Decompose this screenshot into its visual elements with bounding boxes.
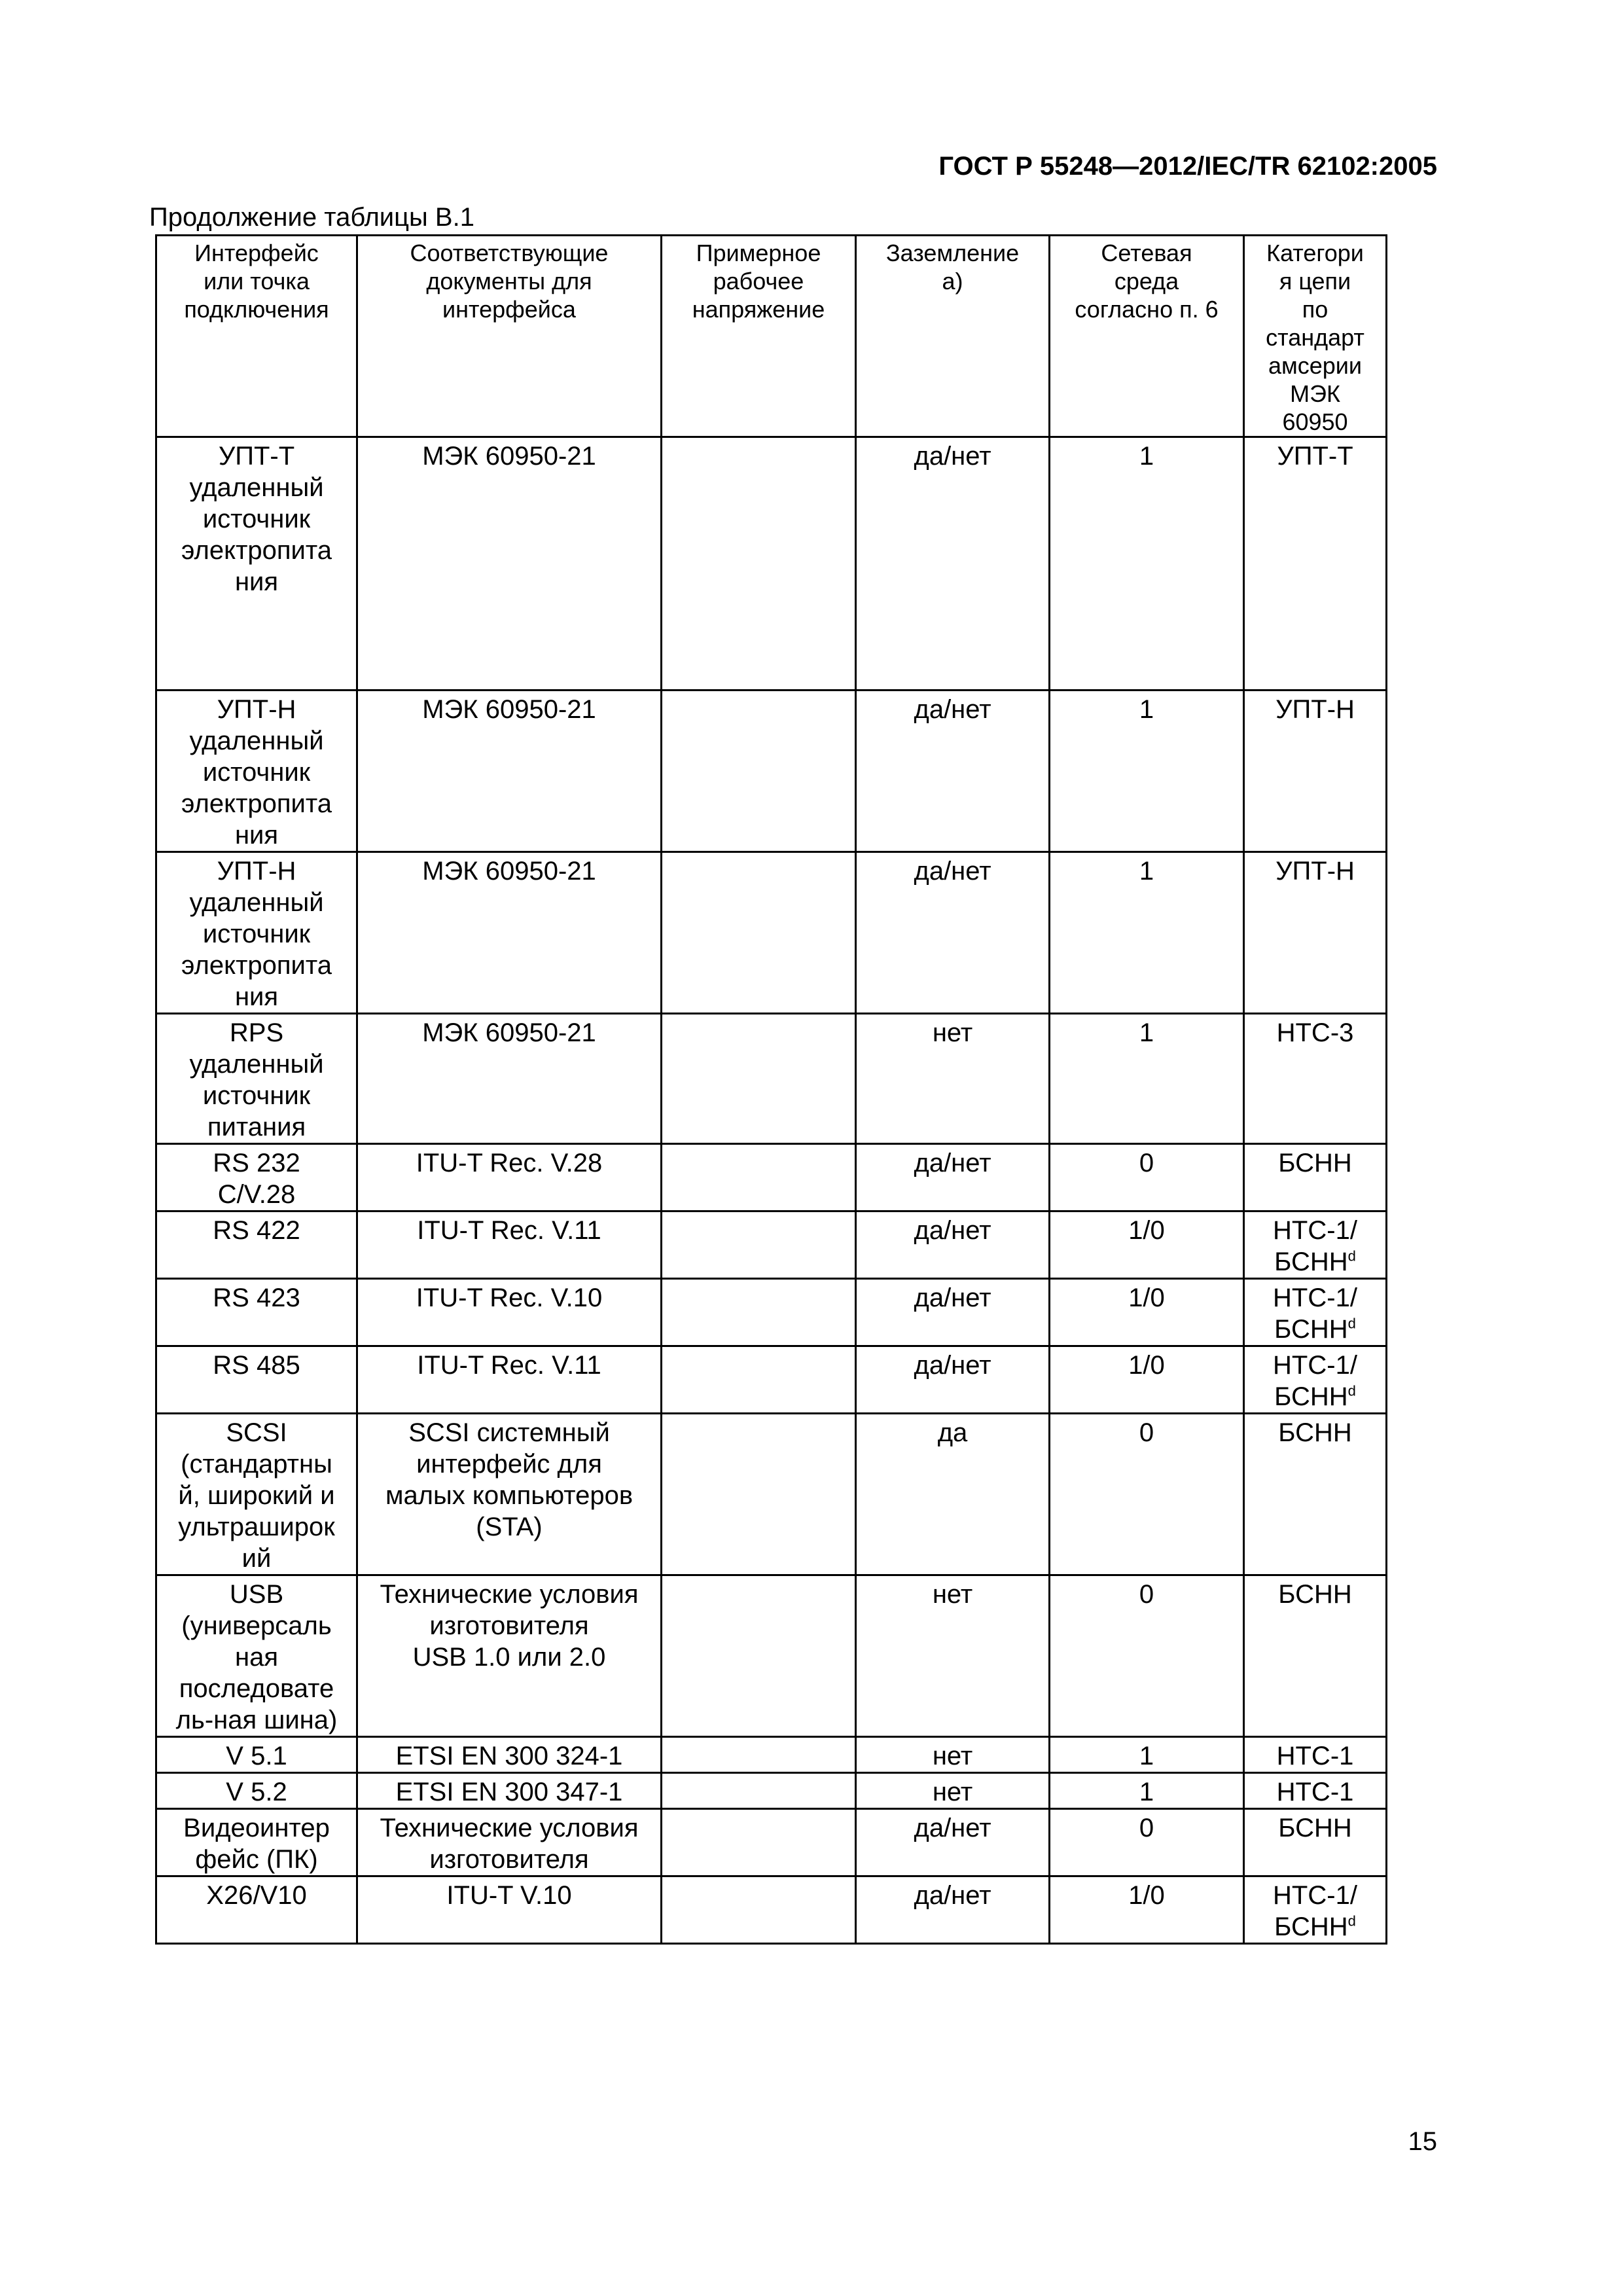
category-cell: НТС-3 — [1244, 1014, 1387, 1144]
voltage-cell — [662, 1211, 856, 1279]
category-cell: УПТ-Н — [1244, 852, 1387, 1014]
interface-cell: RPS удаленный источник питания — [156, 1014, 357, 1144]
interface-cell: RS 232 C/V.28 — [156, 1144, 357, 1211]
interface-cell: SCSI (стандартны й, широкий и ультраширок ий — [156, 1414, 357, 1575]
documents-cell: ITU-T Rec. V.11 — [357, 1346, 662, 1414]
voltage-cell — [662, 691, 856, 852]
table-row — [156, 1737, 1387, 1773]
table-header-row — [156, 236, 1387, 437]
voltage-cell — [662, 1575, 856, 1737]
documents-cell: ETSI EN 300 324-1 — [357, 1737, 662, 1773]
table-row — [156, 1575, 1387, 1737]
category-cell: УПТ-Н — [1244, 691, 1387, 852]
interface-cell: USB (универсаль ная последовате ль-ная шина) — [156, 1575, 357, 1737]
documents-cell: ITU-T Rec. V.28 — [357, 1144, 662, 1211]
standard-header: ГОСТ Р 55248—2012/IEC/TR 62102:2005 — [938, 152, 1437, 181]
table-row — [156, 1876, 1387, 1944]
network-env-cell: 1 — [1050, 852, 1244, 1014]
documents-cell: Технические условия изготовителя USB 1.0 или 2.0 — [357, 1575, 662, 1737]
grounding-cell: да/нет — [856, 1809, 1050, 1876]
table-row — [156, 1346, 1387, 1414]
table-row — [156, 1014, 1387, 1144]
interfaces-table — [155, 234, 1387, 1945]
interface-cell: Видеоинтер фейс (ПК) — [156, 1809, 357, 1876]
column-header: Сетевая среда согласно п. 6 — [1050, 236, 1244, 437]
interface-cell: УПТ-Н удаленный источник электропита ния — [156, 691, 357, 852]
voltage-cell — [662, 1346, 856, 1414]
page-number: 15 — [1408, 2127, 1437, 2156]
network-env-cell: 1 — [1050, 1773, 1244, 1809]
interface-cell: V 5.1 — [156, 1737, 357, 1773]
column-header: Примерное рабочее напряжение — [662, 236, 856, 437]
network-env-cell: 0 — [1050, 1144, 1244, 1211]
table-row — [156, 691, 1387, 852]
category-cell: НТС-1/ БСНН$^d$ — [1244, 1279, 1387, 1346]
table-row — [156, 852, 1387, 1014]
category-cell: БСНН — [1244, 1809, 1387, 1876]
grounding-cell: да/нет — [856, 1279, 1050, 1346]
grounding-cell: нет — [856, 1773, 1050, 1809]
interface-cell: V 5.2 — [156, 1773, 357, 1809]
grounding-cell: нет — [856, 1014, 1050, 1144]
grounding-cell: да/нет — [856, 691, 1050, 852]
documents-cell: МЭК 60950-21 — [357, 1014, 662, 1144]
network-env-cell: 1 — [1050, 1014, 1244, 1144]
documents-cell: МЭК 60950-21 — [357, 437, 662, 691]
category-cell: НТС-1 — [1244, 1773, 1387, 1809]
column-header: Соответствующие документы для интерфейса — [357, 236, 662, 437]
category-cell: БСНН — [1244, 1414, 1387, 1575]
documents-cell: SCSI системный интерфейс для малых компьютеров (STA) — [357, 1414, 662, 1575]
footnote-mark: d — [1347, 1247, 1356, 1265]
grounding-cell: да/нет — [856, 1876, 1050, 1944]
network-env-cell: 0 — [1050, 1809, 1244, 1876]
interface-cell: RS 422 — [156, 1211, 357, 1279]
documents-cell: Технические условия изготовителя — [357, 1809, 662, 1876]
documents-cell: ITU-T Rec. V.11 — [357, 1211, 662, 1279]
grounding-cell: да/нет — [856, 1346, 1050, 1414]
network-env-cell: 1/0 — [1050, 1876, 1244, 1944]
grounding-cell: да — [856, 1414, 1050, 1575]
table-row — [156, 1144, 1387, 1211]
grounding-cell: нет — [856, 1737, 1050, 1773]
voltage-cell — [662, 1144, 856, 1211]
category-cell: НТС-1/ БСНН$^d$ — [1244, 1876, 1387, 1944]
column-header: Категори я цепи по стандарт амсерии МЭК 60950 — [1244, 236, 1387, 437]
network-env-cell: 1 — [1050, 691, 1244, 852]
interface-cell: X26/V10 — [156, 1876, 357, 1944]
table-caption: Продолжение таблицы В.1 — [149, 203, 474, 232]
voltage-cell — [662, 437, 856, 691]
interface-cell: УПТ-Т удаленный источник электропита ния — [156, 437, 357, 691]
footnote-mark: d — [1347, 1912, 1356, 1929]
category-cell: НТС-1 — [1244, 1737, 1387, 1773]
network-env-cell: 0 — [1050, 1414, 1244, 1575]
network-env-cell: 1 — [1050, 1737, 1244, 1773]
table-row — [156, 437, 1387, 691]
voltage-cell — [662, 1876, 856, 1944]
category-cell: НТС-1/ БСНН$^d$ — [1244, 1346, 1387, 1414]
footnote-mark: d — [1347, 1382, 1356, 1399]
network-env-cell: 1/0 — [1050, 1279, 1244, 1346]
voltage-cell — [662, 1414, 856, 1575]
documents-cell: ITU-T V.10 — [357, 1876, 662, 1944]
documents-cell: МЭК 60950-21 — [357, 852, 662, 1014]
table-row — [156, 1773, 1387, 1809]
network-env-cell: 1/0 — [1050, 1346, 1244, 1414]
voltage-cell — [662, 1279, 856, 1346]
table-row — [156, 1279, 1387, 1346]
network-env-cell: 0 — [1050, 1575, 1244, 1737]
table-row — [156, 1809, 1387, 1876]
grounding-cell: да/нет — [856, 1211, 1050, 1279]
documents-cell: ITU-T Rec. V.10 — [357, 1279, 662, 1346]
category-cell: БСНН — [1244, 1144, 1387, 1211]
documents-cell: ETSI EN 300 347-1 — [357, 1773, 662, 1809]
interface-cell: RS 423 — [156, 1279, 357, 1346]
interface-cell: УПТ-Н удаленный источник электропита ния — [156, 852, 357, 1014]
voltage-cell — [662, 852, 856, 1014]
table-row — [156, 1414, 1387, 1575]
voltage-cell — [662, 1773, 856, 1809]
voltage-cell — [662, 1809, 856, 1876]
interface-cell: RS 485 — [156, 1346, 357, 1414]
category-cell: БСНН — [1244, 1575, 1387, 1737]
footnote-mark: d — [1347, 1315, 1356, 1332]
column-header: Интерфейс или точка подключения — [156, 236, 357, 437]
grounding-cell: да/нет — [856, 852, 1050, 1014]
documents-cell: МЭК 60950-21 — [357, 691, 662, 852]
table-row — [156, 1211, 1387, 1279]
voltage-cell — [662, 1737, 856, 1773]
column-header: Заземление а) — [856, 236, 1050, 437]
grounding-cell: нет — [856, 1575, 1050, 1737]
network-env-cell: 1/0 — [1050, 1211, 1244, 1279]
voltage-cell — [662, 1014, 856, 1144]
grounding-cell: да/нет — [856, 437, 1050, 691]
category-cell: УПТ-Т — [1244, 437, 1387, 691]
network-env-cell: 1 — [1050, 437, 1244, 691]
category-cell: НТС-1/ БСНН$^d$ — [1244, 1211, 1387, 1279]
grounding-cell: да/нет — [856, 1144, 1050, 1211]
